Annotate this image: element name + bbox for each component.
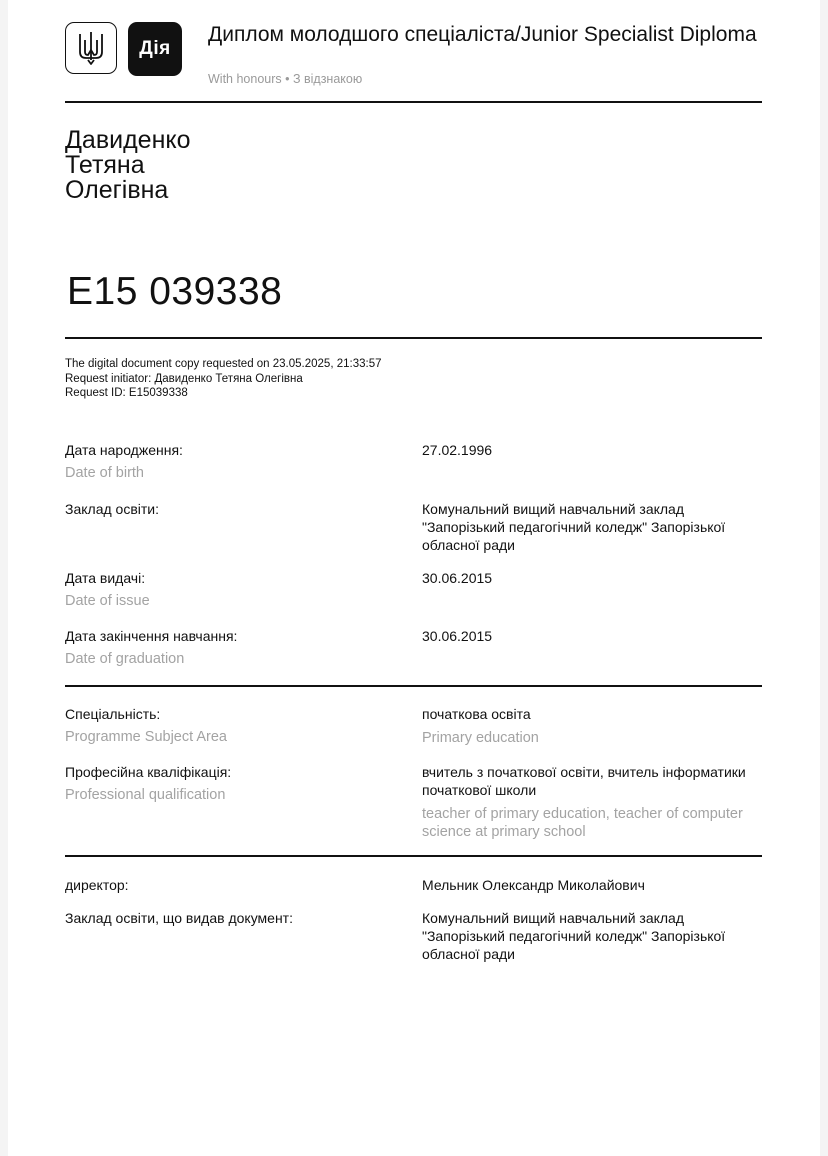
field-label-en: Date of issue <box>65 593 150 609</box>
field-value: вчитель з початкової освіти, вчитель інформатики початкової школи <box>422 764 746 798</box>
document-number: E15 039338 <box>67 270 283 313</box>
field-label: директор: <box>65 877 129 893</box>
holder-first-name: Тетяна <box>65 151 145 179</box>
field-value-en: teacher of primary education, teacher of computer science at primary school <box>422 806 743 840</box>
request-id: Request ID: E15039338 <box>65 387 188 399</box>
document-header <box>65 22 762 92</box>
holder-last-name: Давиденко <box>65 126 191 154</box>
holder-name <box>65 128 191 203</box>
field-value: 30.06.2015 <box>422 628 493 644</box>
field-label-en: Date of birth <box>65 465 144 481</box>
document-subtitle: With honours • З відзнакою <box>208 72 363 86</box>
field-label: Заклад освіти, що видав документ: <box>65 910 293 926</box>
field-label-en: Professional qualification <box>65 787 226 803</box>
field-label: Дата народження: <box>65 442 183 458</box>
divider <box>65 855 762 857</box>
trident-icon-svg <box>76 30 106 66</box>
field-value-en: Primary education <box>422 730 539 746</box>
divider <box>65 685 762 687</box>
field-label: Дата закінчення навчання: <box>65 628 238 644</box>
field-value: початкова освіта <box>422 706 531 722</box>
field-label: Професійна кваліфікація: <box>65 764 232 780</box>
holder-patronymic: Олегівна <box>65 176 169 204</box>
document-title: Диплом молодшого спеціаліста/Junior Specialist Diploma <box>208 23 757 46</box>
field-label: Дата видачі: <box>65 570 146 586</box>
trident-icon <box>65 22 117 74</box>
request-initiator: Request initiator: Давиденко Тетяна Олегівна <box>65 372 303 385</box>
field-value: Мельник Олександр Миколайович <box>422 877 645 893</box>
document-page <box>8 0 820 1156</box>
field-value: Комунальний вищий навчальний заклад "Запорізький педагогічний коледж" Запорізької обласної ради <box>422 910 726 962</box>
divider <box>65 101 762 103</box>
diia-logo: Дія <box>128 22 182 76</box>
field-label-en: Programme Subject Area <box>65 729 227 745</box>
field-label-en: Date of graduation <box>65 651 185 667</box>
request-meta <box>65 357 381 401</box>
field-label: Спеціальність: <box>65 706 161 722</box>
request-date: The digital document copy requested on 23.05.2025, 21:33:57 <box>65 358 382 370</box>
field-value: 30.06.2015 <box>422 570 493 586</box>
field-value: Комунальний вищий навчальний заклад "Запорізький педагогічний коледж" Запорізької обласної ради <box>422 501 726 553</box>
field-label: Заклад освіти: <box>65 501 159 517</box>
divider <box>65 337 762 339</box>
field-value: 27.02.1996 <box>422 442 493 458</box>
